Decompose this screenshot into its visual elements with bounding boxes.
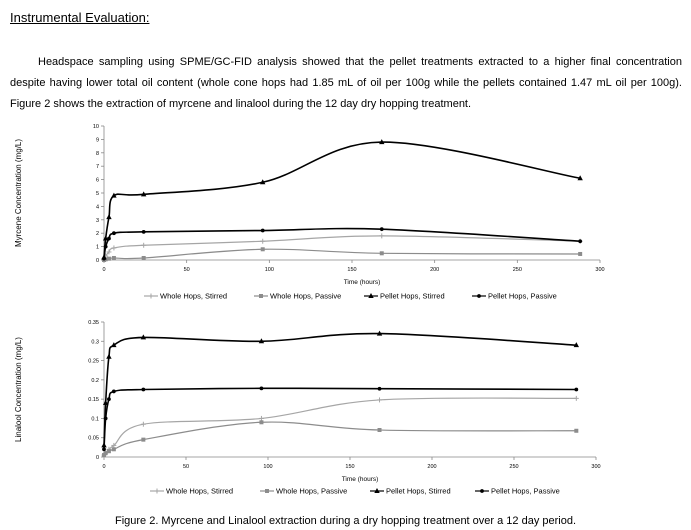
y-tick-label: 0.05 <box>88 435 99 442</box>
data-point-whole-hops-stirred <box>574 396 579 401</box>
x-tick-label: 50 <box>183 267 190 273</box>
y-tick-label: 2 <box>95 231 99 238</box>
data-point-whole-hops-passive <box>578 252 582 256</box>
data-point-whole-hops-passive <box>574 429 578 433</box>
myrcene-chart <box>0 118 691 310</box>
data-point-pellet-hops-passive <box>104 417 108 421</box>
data-point-whole-hops-passive <box>259 420 263 424</box>
y-tick-label: 1 <box>95 244 99 251</box>
data-point-pellet-hops-passive <box>107 237 111 241</box>
x-axis-label: Time (hours) <box>341 476 379 483</box>
y-tick-label: 0 <box>95 455 99 461</box>
legend-label-pellet-hops-stirred: Pellet Hops, Stirred <box>386 486 451 496</box>
data-point-pellet-hops-passive <box>104 245 108 249</box>
x-tick-label: 250 <box>512 267 522 273</box>
y-tick-label: 0.1 <box>91 416 99 423</box>
y-tick-label: 7 <box>95 164 99 171</box>
y-axis-label: Myrcene Concentration (mg/L) <box>14 138 23 248</box>
data-point-whole-hops-passive <box>142 256 146 260</box>
data-point-pellet-hops-passive <box>260 386 264 390</box>
data-point-whole-hops-stirred <box>141 243 146 248</box>
legend-marker-whole-hops-stirred <box>155 489 160 494</box>
legend-label-pellet-hops-passive: Pellet Hops, Passive <box>488 291 557 301</box>
data-point-pellet-hops-passive <box>574 388 578 392</box>
y-tick-label: 0.15 <box>88 397 99 404</box>
y-tick-label: 3 <box>95 217 99 224</box>
x-tick-label: 200 <box>430 267 440 273</box>
figure-caption: Figure 2. Myrcene and Linalool extraction during a dry hopping treatment over a 12 day period. <box>114 515 577 527</box>
y-tick-label: 4 <box>95 204 99 211</box>
data-point-whole-hops-stirred <box>377 397 382 402</box>
data-point-pellet-hops-passive <box>112 390 116 394</box>
series-line-pellet-hops-passive <box>104 388 576 449</box>
x-tick-label: 200 <box>427 464 437 470</box>
y-axis-label: Linalool Concentration (mg/L) <box>14 337 23 442</box>
y-tick-label: 0.2 <box>91 377 99 384</box>
data-point-whole-hops-stirred <box>379 233 384 238</box>
legend-label-pellet-hops-stirred: Pellet Hops, Stirred <box>380 291 445 301</box>
legend-label-whole-hops-passive: Whole Hops, Passive <box>276 486 348 496</box>
data-point-pellet-hops-passive <box>141 388 145 392</box>
y-tick-label: 0.3 <box>91 339 99 346</box>
data-point-whole-hops-stirred <box>259 416 264 421</box>
legend-marker-pellet-hops-passive <box>477 294 481 298</box>
data-point-whole-hops-passive <box>112 256 116 260</box>
legend-marker-pellet-hops-passive <box>480 489 484 493</box>
y-tick-label: 0.35 <box>88 320 99 326</box>
data-point-whole-hops-passive <box>261 247 265 251</box>
data-point-whole-hops-passive <box>107 449 111 453</box>
data-point-whole-hops-stirred <box>141 422 146 427</box>
data-point-pellet-hops-stirred <box>106 354 111 359</box>
series-line-whole-hops-passive <box>104 422 576 455</box>
legend-marker-whole-hops-stirred <box>149 294 154 299</box>
data-point-pellet-hops-passive <box>378 387 382 391</box>
series-line-whole-hops-stirred <box>104 398 576 455</box>
x-tick-label: 150 <box>345 464 355 470</box>
y-tick-label: 8 <box>95 150 99 157</box>
x-tick-label: 150 <box>347 267 357 273</box>
linalool-chart <box>0 313 691 505</box>
legend-label-whole-hops-stirred: Whole Hops, Stirred <box>166 486 234 496</box>
legend-label-whole-hops-passive: Whole Hops, Passive <box>270 291 342 301</box>
data-point-pellet-hops-passive <box>578 239 582 243</box>
x-tick-label: 100 <box>263 464 273 470</box>
x-tick-label: 300 <box>591 464 601 470</box>
data-point-pellet-hops-passive <box>112 231 116 235</box>
x-tick-label: 0 <box>102 267 106 273</box>
body-paragraph: Headspace sampling using SPME/GC-FID analysis showed that the pellet treatments extracted to a higher final concentration despite having lower total oil content (whole cone hops had 1.85 mL of oil per 100g while the pellets contained 1.47 mL oil per 100g). Figure 2 shows the extraction of myrcene and linalool during the 12 day dry hopping treatment. <box>10 56 682 110</box>
x-tick-label: 100 <box>264 267 274 273</box>
legend-marker-whole-hops-passive <box>259 294 263 298</box>
data-point-pellet-hops-passive <box>107 397 111 401</box>
legend-label-pellet-hops-passive: Pellet Hops, Passive <box>491 486 560 496</box>
y-tick-label: 5 <box>95 191 99 197</box>
y-tick-label: 0.25 <box>88 358 99 365</box>
data-point-whole-hops-passive <box>112 447 116 451</box>
y-tick-label: 0 <box>95 258 99 264</box>
legend-marker-whole-hops-passive <box>265 489 269 493</box>
data-point-whole-hops-passive <box>107 257 111 261</box>
series-line-whole-hops-passive <box>104 249 580 260</box>
x-tick-label: 250 <box>509 464 519 470</box>
y-tick-label: 9 <box>95 137 99 144</box>
data-point-whole-hops-passive <box>141 438 145 442</box>
legend-label-whole-hops-stirred: Whole Hops, Stirred <box>160 291 228 301</box>
y-tick-label: 10 <box>92 124 99 130</box>
data-point-pellet-hops-passive <box>380 227 384 231</box>
data-point-pellet-hops-passive <box>142 230 146 234</box>
data-point-whole-hops-passive <box>380 251 384 255</box>
data-point-whole-hops-stirred <box>111 245 116 250</box>
x-tick-label: 0 <box>102 464 106 470</box>
x-tick-label: 300 <box>595 267 605 273</box>
data-point-whole-hops-stirred <box>260 239 265 244</box>
data-point-pellet-hops-passive <box>261 229 265 233</box>
x-tick-label: 50 <box>182 464 190 470</box>
data-point-pellet-hops-passive <box>102 447 106 451</box>
data-point-pellet-hops-stirred <box>106 214 111 219</box>
data-point-whole-hops-passive <box>378 428 382 432</box>
data-point-pellet-hops-passive <box>102 257 106 261</box>
x-axis-label: Time (hours) <box>343 279 381 286</box>
section-heading: Instrumental Evaluation: <box>10 10 150 25</box>
y-tick-label: 6 <box>95 177 99 184</box>
series-line-pellet-hops-stirred <box>104 142 580 257</box>
